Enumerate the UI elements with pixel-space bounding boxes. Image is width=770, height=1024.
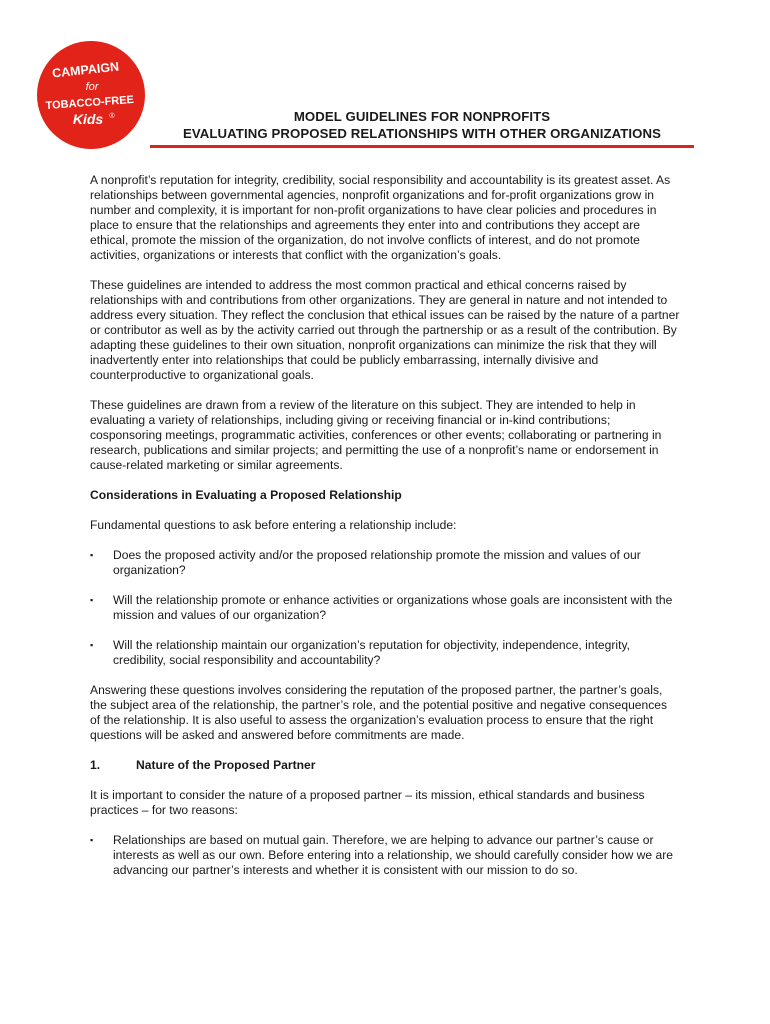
list-item — [90, 548, 680, 578]
logo-line-4: Kids — [72, 111, 104, 127]
list-item — [90, 638, 680, 668]
paragraph-2: These guidelines are intended to address the most common practical and ethical concerns raised by relationships with and contributions from other organizations. They are general in nature and not intended to address every situation. They reflect the conclusion that ethical issues can be raised by the nature of a partner or contributor as well as by the activity carried out through the partnership or as a result of the contribution. By adapting these guidelines to their own situation, nonprofit organizations can minimize the risk that they will inadvertently enter into relationships that could be publicly embarrassing, internally divisive and counterproductive to organizational goals. — [90, 278, 680, 382]
document-title — [150, 108, 694, 142]
paragraph-3: These guidelines are drawn from a review of the literature on this subject. They are intended to help in evaluating a variety of relationships, including giving or receiving financial or in-kind contributions; cosponsoring meetings, programmatic activities, conferences or other events; collaborating or partnering in research, publications and similar projects; and permitting the use of a nonprofit’s name or endorsement in cause-related marketing or similar agreements. — [90, 398, 662, 472]
title-divider — [150, 145, 694, 148]
section-1-heading — [90, 758, 680, 773]
bullet-icon: ▪ — [90, 595, 94, 605]
logo-registered-mark: ® — [109, 113, 115, 120]
section-1-title: Nature of the Proposed Partner — [136, 758, 316, 772]
list-item-text: Does the proposed activity and/or the proposed relationship promote the mission and values of our organization? — [113, 548, 641, 577]
section-heading: Considerations in Evaluating a Proposed Relationship — [90, 488, 402, 502]
list-item-text: Relationships are based on mutual gain. Therefore, we are helping to advance our partner’s cause or interests as well as our own. Before entering into a relationship, we should carefully consider how we are advancing our partner’s interests and whether it is consistent with our mission to do so. — [113, 833, 673, 877]
document-body — [90, 173, 680, 893]
campaign-logo — [36, 40, 146, 150]
list-item — [90, 833, 680, 878]
questions-intro: Fundamental questions to ask before entering a relationship include: — [90, 518, 457, 532]
logo-line-1: CAMPAIGN — [51, 59, 120, 81]
section-1-list — [90, 833, 680, 878]
list-item-text: Will the relationship promote or enhance activities or organizations whose goals are inconsistent with the mission and values of our organization? — [113, 593, 673, 622]
list-item-text: Will the relationship maintain our organization’s reputation for objectivity, independence, integrity, credibility, social responsibility and accountability? — [113, 638, 630, 667]
title-line-2: EVALUATING PROPOSED RELATIONSHIPS WITH OTHER ORGANIZATIONS — [182, 126, 662, 141]
section-1-number: 1. — [90, 758, 101, 772]
bullet-icon: ▪ — [90, 835, 94, 845]
logo-line-3: TOBACCO-FREE — [45, 93, 135, 113]
bullet-icon: ▪ — [90, 640, 94, 650]
logo-badge-icon — [36, 40, 146, 150]
title-line-1: MODEL GUIDELINES FOR NONPROFITS — [293, 109, 551, 124]
paragraph-1: A nonprofit’s reputation for integrity, credibility, social responsibility and accountability is its greatest asset. As relationships between governmental agencies, nonprofit organizations and for-profit organizations grow in number and complexity, it is important for non-profit organizations to have clear policies and procedures in place to ensure that the relationships and agreements they enter into and contributions they accept are ethical, promote the mission of the organization, do not involve conflicts of interest, and do not promote activities, organizations or interests that conflict with the organization’s goals. — [90, 173, 671, 262]
bullet-icon: ▪ — [90, 550, 94, 560]
section-1-intro: It is important to consider the nature of a proposed partner – its mission, ethical standards and business practices – for two reasons: — [90, 788, 645, 817]
logo-line-2: for — [85, 81, 99, 93]
questions-list — [90, 548, 680, 668]
list-item — [90, 593, 680, 623]
answering-paragraph: Answering these questions involves considering the reputation of the proposed partner, the partner’s goals, the subject area of the relationship, the partner’s role, and the potential positive and negative consequences of the relationship. It is also useful to assess the organization’s evaluation process to ensure that the right questions will be asked and answered before commitments are made. — [90, 683, 668, 742]
